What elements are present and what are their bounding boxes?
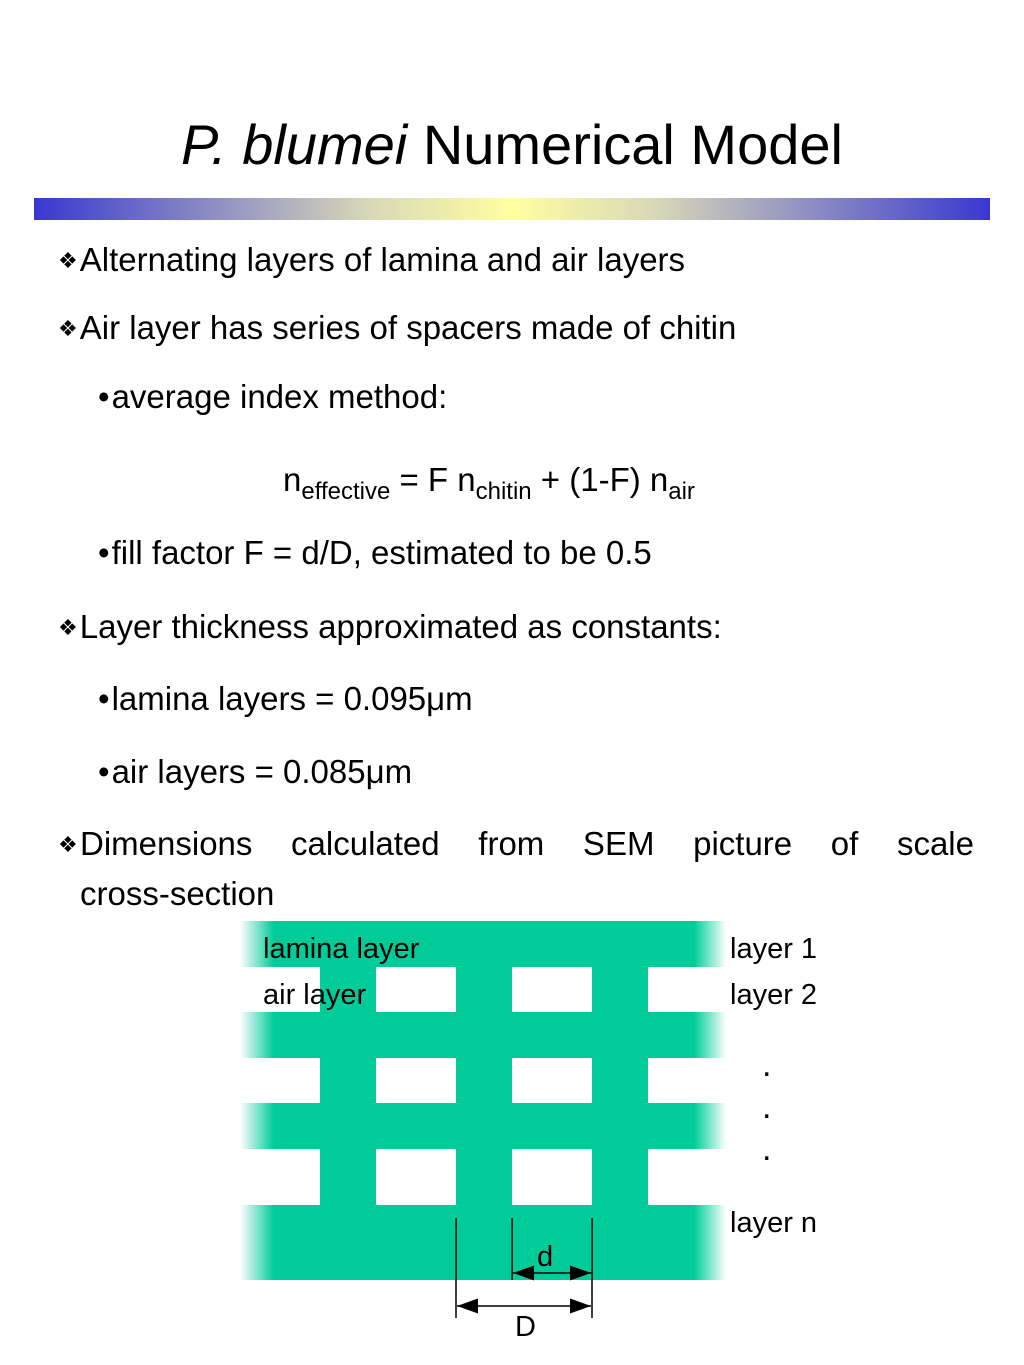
layer-2-label: layer 2 [730, 979, 818, 1011]
sub-bullet-2: •fill factor F = d/D, estimated to be 0.5 [98, 534, 652, 571]
lamina-band-fade-left [240, 1012, 274, 1058]
lamina-band [274, 1205, 694, 1280]
chitin-spacer [592, 1149, 648, 1205]
lamina-band [274, 1103, 694, 1149]
title-rest: Numerical Model [422, 113, 843, 176]
bullet-4-line-2: cross-section [80, 875, 275, 912]
lamina-layer-label: lamina layer [263, 933, 420, 965]
d-label: d [537, 1241, 554, 1273]
air-layer-label: air layer [263, 979, 367, 1011]
chitin-spacer [456, 1149, 512, 1205]
effective-index-equation: $n_{effective} = F$ $n_{chitin} + (1-F)$ $n_{air}$ [283, 461, 695, 505]
dot-bullet-icon: • [98, 534, 110, 571]
chitin-spacer [456, 967, 512, 1012]
dot-bullet-icon: • [98, 378, 110, 415]
layer-1-label: layer 1 [730, 933, 818, 965]
chitin-spacer [320, 1058, 376, 1103]
title-species: P. blumei [181, 113, 408, 176]
chitin-spacer [320, 1149, 376, 1205]
chitin-spacer [592, 967, 648, 1012]
bullet-3: ❖Layer thickness approximated as constants: [58, 608, 722, 645]
D-label: D [515, 1311, 536, 1343]
dot-bullet-icon: • [98, 753, 110, 790]
ellipsis-dot-1: . [762, 1046, 772, 1084]
chitin-spacer [456, 1058, 512, 1103]
diamond-bullet-icon: ❖ [58, 248, 78, 273]
ellipsis-dot-3: . [762, 1130, 772, 1168]
lamina-band-fade-right [694, 921, 726, 967]
lamina-band-fade-left [240, 1205, 274, 1280]
lamina-band-fade-right [694, 1205, 726, 1280]
sub-bullet-4: •air layers = 0.085μm [98, 753, 413, 790]
lamina-band-fade-left [240, 1103, 274, 1149]
chitin-spacer [592, 1058, 648, 1103]
spacers [320, 967, 648, 1205]
bullet-2: ❖Air layer has series of spacers made of chitin [58, 309, 737, 346]
lamina-band-fade-right [694, 1012, 726, 1058]
bullet-4-line-1: Dimensions calculated from SEM picture of scale [80, 825, 974, 862]
diamond-bullet-icon: ❖ [58, 615, 78, 640]
diamond-bullet-icon: ❖ [58, 316, 78, 341]
sub-bullet-1: •average index method: [98, 378, 448, 415]
diamond-bullet-icon: ❖ [58, 832, 78, 857]
dot-bullet-icon: • [98, 680, 110, 717]
lamina-band [274, 1012, 694, 1058]
layer-n-label: layer n [730, 1207, 818, 1239]
ellipsis-dot-2: . [762, 1088, 772, 1126]
bullet-1: ❖Alternating layers of lamina and air layers [58, 241, 686, 278]
sub-bullet-3: •lamina layers = 0.095μm [98, 680, 473, 717]
lamina-band-fade-right [694, 1103, 726, 1149]
